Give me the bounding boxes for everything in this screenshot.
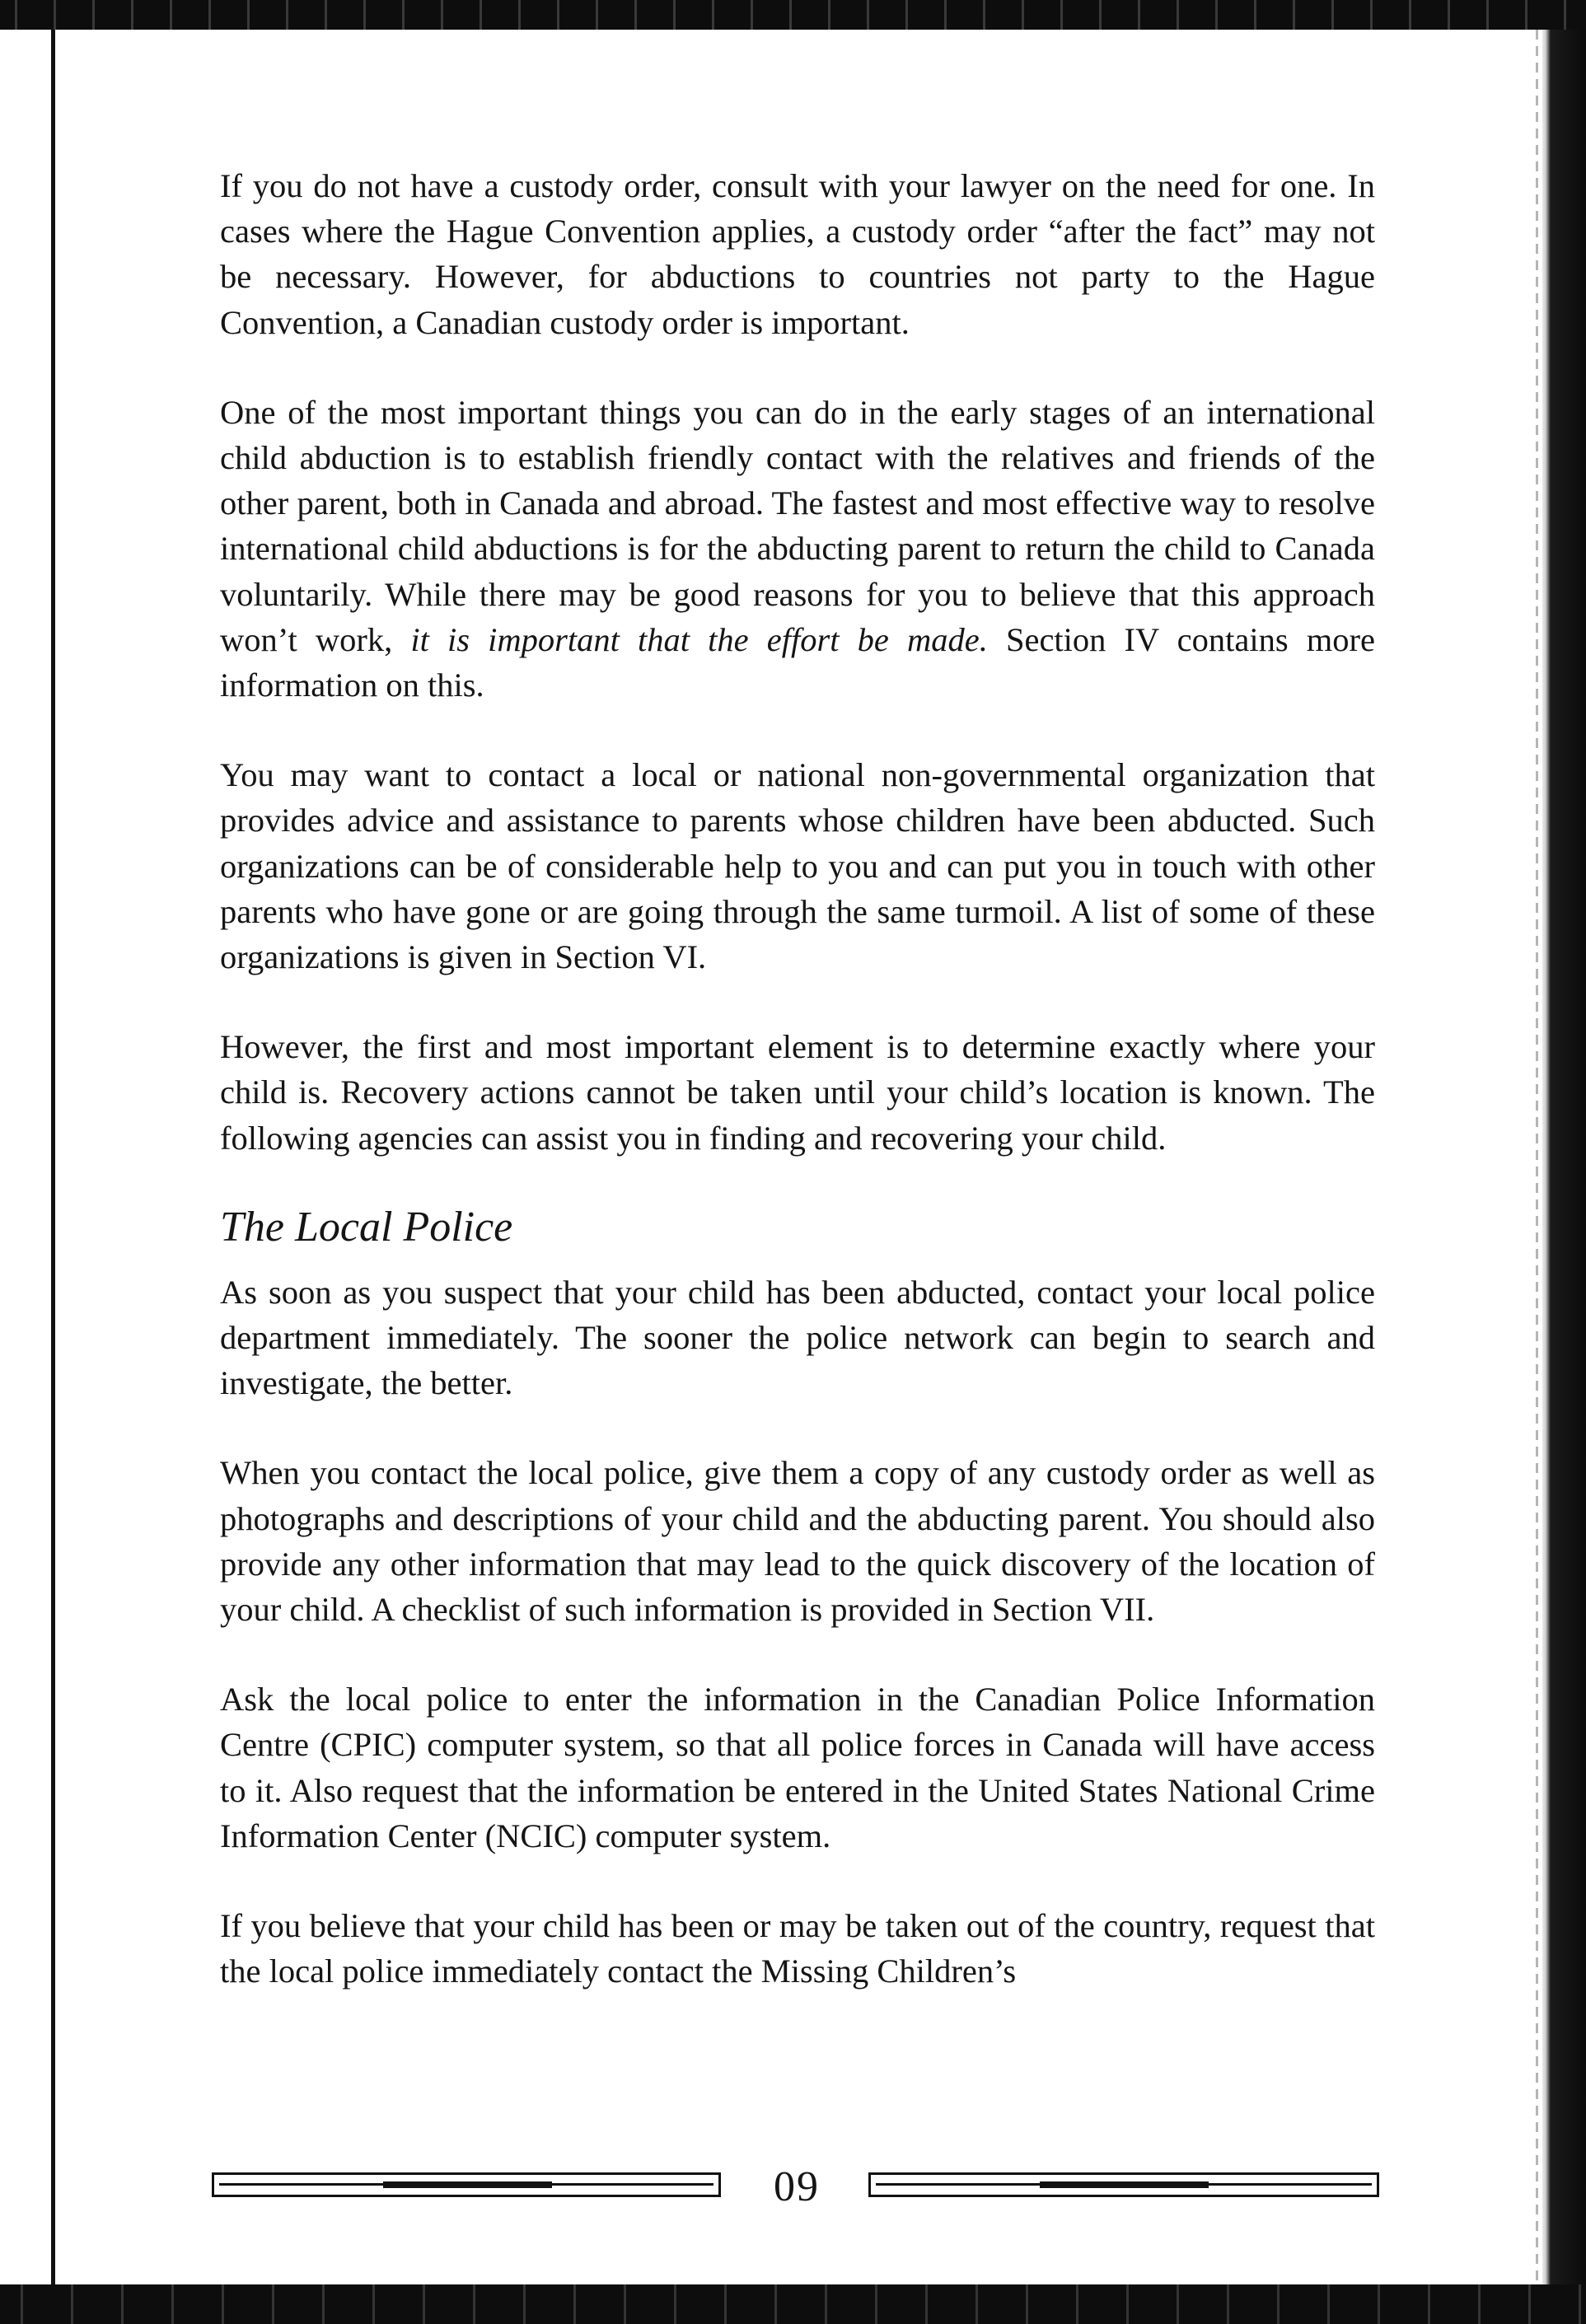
emphasized-text: it is important that the effort be made. — [410, 620, 988, 658]
footer-rule-right — [868, 2172, 1379, 2197]
footer-rule-bar — [383, 2181, 552, 2188]
footer-rule-bar — [1040, 2181, 1209, 2188]
scan-top-border — [0, 0, 1586, 30]
binding-edge-line — [51, 30, 55, 2284]
scan-bottom-border — [0, 2284, 1586, 2324]
page-footer — [212, 2163, 1382, 2212]
footer-rule-left — [212, 2172, 721, 2197]
paragraph-police-materials: When you contact the local police, give them a copy of any custody order as well as photographs and descriptions of your child and the abducting parent. You should also provide any other information that may lead to the quick discovery of the location of your child. A checklist of such information is provided in Section VII. — [220, 1454, 1375, 1629]
paragraph-friendly-contact — [220, 390, 1375, 708]
page-number: 09 — [774, 2163, 820, 2210]
paragraph-locate-child: However, the first and most important element is to determine exactly where your child is. Recovery actions cannot be taken until your child’s location is known. The following agencies can assist you in finding and recovering your child. — [220, 1028, 1375, 1157]
scan-right-border — [1542, 30, 1586, 2284]
section-heading: The Local Police — [220, 1203, 513, 1251]
paragraph-out-of-country: If you believe that your child has been or may be taken out of the country, request that the local police immediately contact the Missing Children’s — [220, 1907, 1375, 1990]
paragraph-text: One of the most important things you can do in the early stages of an international child abduction is to establish friendly contact with the relatives and friends of the other parent, both in Canada and abroad. The fastest and most effective way to resolve international child abductions is for the abducting parent to return the child to Canada voluntarily. While there may be good reasons for you to believe that this approach won’t work, — [220, 393, 1375, 658]
paragraph-ngo-contact: You may want to contact a local or national non-governmental organization that provides advice and assistance to parents whose children have been abducted. Such organizations can be of considerable help to you and can put you in touch with other parents who have gone or are going through the same turmoil. A list of some of these organizations is given in Section VI. — [220, 756, 1375, 976]
paragraph-cpic-ncic: Ask the local police to enter the information in the Canadian Police Information Centre (CPIC) computer system, so that all police forces in Canada will have access to it. Also request that the information be entered in the United States National Crime Information Center (NCIC) computer system. — [220, 1681, 1375, 1854]
paragraph-text: Section IV contains more information on this. — [220, 620, 1375, 704]
paragraph-custody-order: If you do not have a custody order, consult with your lawyer on the need for one. In cases where the Hague Convention applies, a custody order “after the fact” may not be necessary. However, for abductions to countries not party to the Hague Convention, a Canadian custody order is important. — [220, 167, 1375, 341]
page-body — [220, 163, 1375, 2039]
page-edge-shadow — [1536, 30, 1538, 2284]
paragraph-contact-police: As soon as you suspect that your child has been abducted, contact your local police department immediately. The sooner the police network can begin to search and investigate, the better. — [220, 1273, 1375, 1402]
